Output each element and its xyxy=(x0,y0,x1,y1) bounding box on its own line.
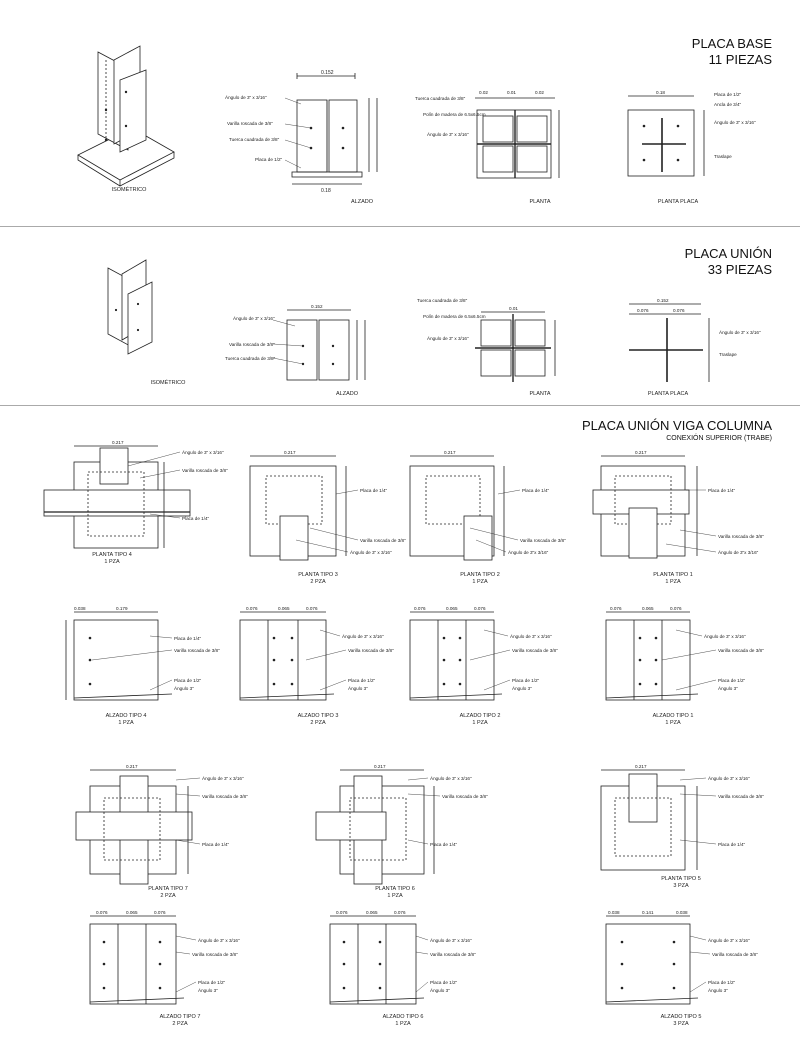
alzado-tipo-1-dim-a: 0.076 xyxy=(610,606,622,611)
alzado-tipo-5-dim-c: 0.038 xyxy=(676,910,688,915)
union-alzado-dim-top: 0.152 xyxy=(311,304,323,309)
alzado-tipo-3-dim-b: 0.065 xyxy=(278,606,290,611)
alzado-tipo-2-qty: 1 PZA xyxy=(472,720,488,726)
planta-tipo-7-qty: 2 PZA xyxy=(160,893,176,899)
base-planta-dim-b: 0.01 xyxy=(507,90,516,95)
base-alzado-note-varilla: Varilla roscada de 3/8" xyxy=(227,121,273,126)
planta-tipo-2-dim: 0.217 xyxy=(444,450,456,455)
base-planta-dim-a: 0.02 xyxy=(479,90,488,95)
union-alzado-note-tuerca: Tuerca cuadrada de 3/8" xyxy=(225,356,276,361)
base-planta-dim-c: 0.02 xyxy=(535,90,544,95)
alz1-note-angulo3: Ángulo 3" xyxy=(718,686,738,691)
alzado-tipo-3-qty: 2 PZA xyxy=(310,720,326,726)
placa-base-title: PLACA BASE xyxy=(691,36,772,51)
base-placa-note-angulo: Ángulo de 3" x 3/16" xyxy=(714,120,756,125)
union-alzado-note-varilla: Varilla roscada de 3/8" xyxy=(229,342,275,347)
planta-tipo-1-name: PLANTA TIPO 1 xyxy=(653,572,693,578)
alzado-tipo-7-dim-c: 0.076 xyxy=(154,910,166,915)
alz4-note-placa-half: Placa de 1/2" xyxy=(174,678,202,683)
union-planta-dim-gap: 0.01 xyxy=(509,306,518,311)
planta-tipo-3-qty: 2 PZA xyxy=(310,579,326,585)
base-placa-note-ancla: Ancla de 3/4" xyxy=(714,102,742,107)
alz3-note-placa-half: Placa de 1/2" xyxy=(348,678,376,683)
alz3-note-varilla: Varilla roscada de 3/8" xyxy=(348,648,394,653)
alz5-note-placa-half: Placa de 1/2" xyxy=(708,980,736,985)
planta-tipo-3-name: PLANTA TIPO 3 xyxy=(298,572,338,578)
tipo7-note-varilla: Varilla roscada de 3/8" xyxy=(202,794,248,799)
alz7-note-angulo: Ángulo de 3" x 3/16" xyxy=(198,938,240,943)
union-planta-note-tuerca: Tuerca cuadrada de 3/8" xyxy=(417,298,468,303)
planta-tipo-2-qty: 1 PZA xyxy=(472,579,488,585)
planta-tipo-4-qty: 1 PZA xyxy=(104,559,120,565)
alzado-tipo-2-dim-a: 0.076 xyxy=(414,606,426,611)
tipo1-note-placa: Placa de 1/4" xyxy=(708,488,736,493)
union-placa-label: PLANTA PLACA xyxy=(647,391,689,397)
tipo6-note-varilla: Varilla roscada de 3/8" xyxy=(442,794,488,799)
tipo4-note-varilla: Varilla roscada de 3/8" xyxy=(182,468,228,473)
alzado-tipo-3-name: ALZADO TIPO 3 xyxy=(297,713,339,719)
tipo6-note-angulo: Ángulo de 3" x 3/16" xyxy=(430,776,472,781)
union-placa-dim-right: 0.076 xyxy=(673,308,685,313)
alzado-tipo-6-dim-c: 0.076 xyxy=(394,910,406,915)
base-alzado-note-placa: Placa de 1/2" xyxy=(255,157,283,162)
alzado-tipo-7-name: ALZADO TIPO 7 xyxy=(159,1014,201,1020)
base-alzado-note-angulo: Ángulo de 3" x 3/16" xyxy=(225,95,267,100)
alzado-tipo-1-dim-c: 0.076 xyxy=(670,606,682,611)
union-alzado-note-angulo: Ángulo de 3" x 3/16" xyxy=(233,316,275,321)
alz4-note-varilla: Varilla roscada de 3/8" xyxy=(174,648,220,653)
planta-tipo-3-dim: 0.217 xyxy=(284,450,296,455)
base-placa-note-placa: Placa de 1/2" xyxy=(714,92,742,97)
alzado-tipo-1-name: ALZADO TIPO 1 xyxy=(652,713,694,719)
tipo1-note-angulo: Ángulo de 3"x 3/16" xyxy=(718,550,759,555)
tipo2-note-placa: Placa de 1/4" xyxy=(522,488,550,493)
base-placa-dim-width: 0.18 xyxy=(656,90,665,95)
isometric-label: ISOMÉTRICO xyxy=(111,187,147,193)
base-placa-note-traslape: Traslape xyxy=(714,154,732,159)
base-alzado-note-tuerca: Tuerca cuadrada de 3/8" xyxy=(229,137,280,142)
tipo1-note-varilla: Varilla roscada de 3/8" xyxy=(718,534,764,539)
tipo5-note-placa: Placa de 1/4" xyxy=(718,842,746,847)
base-alzado-dim-bottom: 0.18 xyxy=(321,188,331,194)
tipo4-note-angulo: Ángulo de 3" x 3/16" xyxy=(182,450,224,455)
alz6-note-angulo3: Ángulo 3" xyxy=(430,988,450,993)
tipo5-note-varilla: Varilla roscada de 3/8" xyxy=(718,794,764,799)
base-alzado-dim-top: 0.152 xyxy=(321,70,334,76)
alz2-note-placa-half: Placa de 1/2" xyxy=(512,678,540,683)
union-placa-note-angulo: Ángulo de 3" x 3/16" xyxy=(719,330,761,335)
union-placa-dim-width: 0.152 xyxy=(657,298,669,303)
alzado-tipo-1-dim-b: 0.065 xyxy=(642,606,654,611)
planta-tipo-1-qty: 1 PZA xyxy=(665,579,681,585)
union-placa-dim-left: 0.076 xyxy=(637,308,649,313)
union-planta-note-polin: Polín de madera de 6.5x6.5cm xyxy=(423,314,486,319)
alzado-tipo-2-dim-b: 0.065 xyxy=(446,606,458,611)
alzado-tipo-5-dim-a: 0.038 xyxy=(608,910,620,915)
viga-columna-subtitle: CONEXIÓN SUPERIOR (TRABE) xyxy=(666,435,772,442)
alz6-note-placa-half: Placa de 1/2" xyxy=(430,980,458,985)
union-alzado-label: ALZADO xyxy=(335,391,359,397)
planta-tipo-1-dim: 0.217 xyxy=(635,450,647,455)
placa-union-count: 33 PIEZAS xyxy=(707,262,772,277)
union-planta-label: PLANTA xyxy=(529,391,551,397)
alz5-note-varilla: Varilla roscada de 3/8" xyxy=(712,952,758,957)
planta-tipo-5-name: PLANTA TIPO 5 xyxy=(661,876,701,882)
alzado-tipo-1-qty: 1 PZA xyxy=(665,720,681,726)
alzado-tipo-6-dim-a: 0.076 xyxy=(336,910,348,915)
tipo7-note-angulo: Ángulo de 3" x 3/16" xyxy=(202,776,244,781)
base-planta-label: PLANTA xyxy=(529,199,551,205)
alz6-note-angulo: Ángulo de 3" x 3/16" xyxy=(430,938,472,943)
alzado-tipo-4-name: ALZADO TIPO 4 xyxy=(105,713,147,719)
isometric-union-label: ISOMÉTRICO xyxy=(150,380,186,386)
tipo2-note-angulo: Ángulo de 3"x 3/16" xyxy=(508,550,549,555)
union-planta-note-angulo: Ángulo de 3" x 3/16" xyxy=(427,336,469,341)
planta-tipo-4-dim: 0.217 xyxy=(112,440,124,445)
alz7-note-placa-half: Placa de 1/2" xyxy=(198,980,226,985)
alzado-tipo-6-name: ALZADO TIPO 6 xyxy=(382,1014,424,1020)
alz7-note-angulo3: Ángulo 3" xyxy=(198,988,218,993)
planta-tipo-7-dim: 0.217 xyxy=(126,764,138,769)
tipo5-note-angulo: Ángulo de 3" x 3/16" xyxy=(708,776,750,781)
alz4-note-placa: Placa de 1/4" xyxy=(174,636,202,641)
base-alzado-label: ALZADO xyxy=(350,199,374,205)
alzado-tipo-6-dim-b: 0.065 xyxy=(366,910,378,915)
alzado-tipo-4-dim-a: 0.038 xyxy=(74,606,86,611)
alzado-tipo-2-name: ALZADO TIPO 2 xyxy=(459,713,501,719)
alzado-tipo-5-name: ALZADO TIPO 5 xyxy=(660,1014,702,1020)
planta-tipo-6-qty: 1 PZA xyxy=(387,893,403,899)
alz3-note-angulo: Ángulo de 3" x 3/16" xyxy=(342,634,384,639)
alzado-tipo-7-qty: 2 PZA xyxy=(172,1021,188,1027)
tipo4-note-placa: Placa de 1/4" xyxy=(182,516,210,521)
tipo7-note-placa: Placa de 1/4" xyxy=(202,842,230,847)
alz1-note-angulo: Ángulo de 3" x 3/16" xyxy=(704,634,746,639)
planta-tipo-6-name: PLANTA TIPO 6 xyxy=(375,886,415,892)
base-placa-label: PLANTA PLACA xyxy=(657,199,699,205)
alz2-note-angulo: Ángulo de 3" x 3/16" xyxy=(510,634,552,639)
tipo2-note-varilla: Varilla roscada de 3/8" xyxy=(520,538,566,543)
alz1-note-placa-half: Placa de 1/2" xyxy=(718,678,746,683)
base-planta-note-tuerca: Tuerca cuadrada de 3/8" xyxy=(415,96,466,101)
planta-tipo-2-name: PLANTA TIPO 2 xyxy=(460,572,500,578)
alzado-tipo-6-qty: 1 PZA xyxy=(395,1021,411,1027)
tipo6-note-placa: Placa de 1/4" xyxy=(430,842,458,847)
placa-base-count: 11 PIEZAS xyxy=(708,52,772,67)
alzado-tipo-5-dim-b: 0.141 xyxy=(642,910,654,915)
alzado-tipo-3-dim-c: 0.076 xyxy=(306,606,318,611)
alzado-tipo-5-qty: 3 PZA xyxy=(673,1021,689,1027)
planta-tipo-5-dim: 0.217 xyxy=(635,764,647,769)
base-planta-note-polin: Polín de madera de 6.5x6.5cm xyxy=(423,112,486,117)
planta-tipo-5-qty: 3 PZA xyxy=(673,883,689,889)
alz2-note-angulo3: Ángulo 3" xyxy=(512,686,532,691)
planta-tipo-4-name: PLANTA TIPO 4 xyxy=(92,552,132,558)
alzado-tipo-4-qty: 1 PZA xyxy=(118,720,134,726)
alz5-note-angulo3: Ángulo 3" xyxy=(708,988,728,993)
alz7-note-varilla: Varilla roscada de 3/8" xyxy=(192,952,238,957)
tipo3-note-angulo: Ángulo de 3" x 3/16" xyxy=(350,550,392,555)
viga-columna-title: PLACA UNIÓN VIGA COLUMNA xyxy=(582,418,772,433)
alz4-note-angulo3: Ángulo 3" xyxy=(174,686,194,691)
alzado-tipo-2-dim-c: 0.076 xyxy=(474,606,486,611)
tipo3-note-placa: Placa de 1/4" xyxy=(360,488,388,493)
alzado-tipo-7-dim-b: 0.065 xyxy=(126,910,138,915)
base-planta-note-angulo: Ángulo de 3" x 3/16" xyxy=(427,132,469,137)
tipo3-note-varilla: Varilla roscada de 3/8" xyxy=(360,538,406,543)
planta-tipo-6-dim: 0.217 xyxy=(374,764,386,769)
alzado-tipo-7-dim-a: 0.076 xyxy=(96,910,108,915)
alz3-note-angulo3: Ángulo 3" xyxy=(348,686,368,691)
planta-tipo-7-name: PLANTA TIPO 7 xyxy=(148,886,188,892)
alz5-note-angulo: Ángulo de 3" x 3/16" xyxy=(708,938,750,943)
alzado-tipo-3-dim-a: 0.076 xyxy=(246,606,258,611)
alz2-note-varilla: Varilla roscada de 3/8" xyxy=(512,648,558,653)
alzado-tipo-4-dim-b: 0.179 xyxy=(116,606,128,611)
union-placa-note-traslape: Traslape xyxy=(719,352,737,357)
alz6-note-varilla: Varilla roscada de 3/8" xyxy=(430,952,476,957)
alz1-note-varilla: Varilla roscada de 3/8" xyxy=(718,648,764,653)
placa-union-title: PLACA UNIÓN xyxy=(684,246,772,261)
